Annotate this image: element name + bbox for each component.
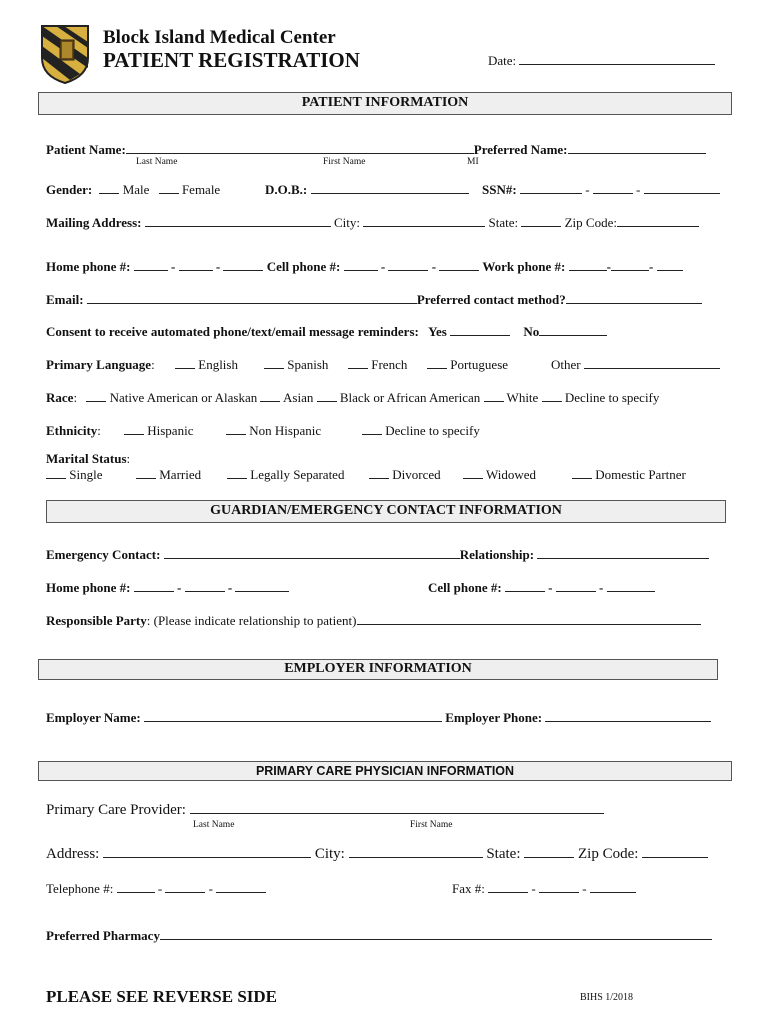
responsible-party-field[interactable] [357, 613, 701, 625]
race-native-checkbox[interactable] [86, 390, 106, 402]
state-field[interactable] [521, 215, 561, 227]
preferred-pharmacy-field[interactable] [160, 928, 712, 940]
lang-other-label: Other [551, 357, 581, 372]
lang-english-checkbox[interactable] [175, 357, 195, 369]
patient-name-field[interactable] [126, 142, 474, 154]
emergency-contact-field[interactable] [164, 547, 460, 559]
ms-separated-label: Legally Separated [250, 467, 345, 482]
lang-french-label: French [371, 357, 408, 372]
email-field[interactable] [87, 292, 417, 304]
gender-male-label: Male [122, 182, 150, 197]
consent-label: Consent to receive automated phone/text/email message reminders: [46, 324, 419, 339]
gender-female-checkbox[interactable] [159, 182, 179, 194]
consent-no-label: No [523, 324, 540, 339]
preferred-pharmacy-label: Preferred Pharmacy [46, 928, 160, 943]
lang-portuguese-label: Portuguese [450, 357, 509, 372]
ms-married-checkbox[interactable] [136, 467, 156, 479]
employer-name-label: Employer Name: [46, 710, 141, 725]
pcp-fax-3[interactable] [590, 881, 636, 893]
shield-logo-icon [40, 22, 90, 84]
zip-label: Zip Code: [564, 215, 617, 230]
employer-phone-label: Employer Phone: [445, 710, 543, 725]
race-asian-checkbox[interactable] [260, 390, 280, 402]
sub-last-name: Last Name [136, 157, 178, 167]
state-label: State: [488, 215, 519, 230]
emergency-contact-label: Emergency Contact: [46, 547, 161, 562]
form-title: PATIENT REGISTRATION [103, 48, 360, 72]
city-field[interactable] [363, 215, 485, 227]
ssn-label: SSN#: [482, 182, 517, 197]
primary-language-label: Primary Language [46, 357, 152, 372]
consent-no-field[interactable] [539, 324, 607, 336]
pcp-telephone-label: Telephone #: [46, 881, 114, 896]
guardian-cell-phone-1[interactable] [505, 580, 545, 592]
mailing-address-field[interactable] [145, 215, 331, 227]
consent-yes-field[interactable] [450, 324, 510, 336]
guardian-cell-phone-3[interactable] [607, 580, 655, 592]
race-black-label: Black or African American [339, 390, 481, 405]
organization-name: Block Island Medical Center [103, 27, 336, 48]
guardian-home-phone-2[interactable] [185, 580, 225, 592]
ms-divorced-checkbox[interactable] [369, 467, 389, 479]
ssn-field-1[interactable] [520, 182, 582, 194]
sub-mi: MI [467, 157, 479, 167]
patient-information-header: PATIENT INFORMATION [38, 92, 732, 115]
date-field[interactable] [519, 53, 715, 65]
pcp-sub-last-name: Last Name [193, 820, 235, 830]
date-label: Date: [488, 53, 517, 68]
eth-hispanic-label: Hispanic [147, 423, 194, 438]
home-phone-label: Home phone #: [46, 259, 131, 274]
gender-female-label: Female [181, 182, 221, 197]
pcp-telephone-1[interactable] [117, 881, 155, 893]
cell-phone-field-3[interactable] [439, 259, 479, 271]
pcp-zip-field[interactable] [642, 845, 708, 858]
ms-widowed-checkbox[interactable] [463, 467, 483, 479]
race-decline-label: Decline to specify [564, 390, 660, 405]
guardian-emergency-header: GUARDIAN/EMERGENCY CONTACT INFORMATION [46, 500, 726, 523]
ms-single-checkbox[interactable] [46, 467, 66, 479]
race-white-checkbox[interactable] [484, 390, 504, 402]
ms-separated-checkbox[interactable] [227, 467, 247, 479]
eth-non-hispanic-checkbox[interactable] [226, 423, 246, 435]
work-phone-field-3[interactable] [657, 259, 683, 271]
preferred-name-field[interactable] [568, 142, 706, 154]
relationship-field[interactable] [537, 547, 709, 559]
responsible-party-label: Responsible Party [46, 613, 147, 628]
guardian-cell-phone-label: Cell phone #: [428, 580, 502, 595]
race-asian-label: Asian [283, 390, 314, 405]
consent-yes-label: Yes [428, 324, 447, 339]
guardian-home-phone-3[interactable] [235, 580, 289, 592]
pcp-city-label: City: [314, 846, 345, 862]
ssn-field-3[interactable] [644, 182, 720, 194]
reverse-side-notice: PLEASE SEE REVERSE SIDE [46, 987, 278, 1006]
race-decline-checkbox[interactable] [542, 390, 562, 402]
guardian-home-phone-1[interactable] [134, 580, 174, 592]
pcp-sub-first-name: First Name [410, 820, 453, 830]
lang-spanish-checkbox[interactable] [264, 357, 284, 369]
pcp-fax-2[interactable] [539, 881, 579, 893]
email-label: Email: [46, 292, 84, 307]
pcp-address-field[interactable] [103, 845, 311, 858]
pcp-zip-label: Zip Code: [578, 846, 639, 862]
ms-married-label: Married [159, 467, 202, 482]
form-code: BIHS 1/2018 [580, 992, 634, 1003]
pcp-city-field[interactable] [349, 845, 483, 858]
eth-decline-checkbox[interactable] [362, 423, 382, 435]
guardian-home-phone-label: Home phone #: [46, 580, 131, 595]
work-phone-field-2[interactable] [611, 259, 649, 271]
zip-field[interactable] [617, 215, 699, 227]
ms-partner-checkbox[interactable] [572, 467, 592, 479]
eth-hispanic-checkbox[interactable] [124, 423, 144, 435]
lang-french-checkbox[interactable] [348, 357, 368, 369]
ssn-field-2[interactable] [593, 182, 633, 194]
race-black-checkbox[interactable] [317, 390, 337, 402]
employer-information-header: EMPLOYER INFORMATION [38, 659, 718, 680]
ms-widowed-label: Widowed [486, 467, 537, 482]
ms-divorced-label: Divorced [392, 467, 441, 482]
home-phone-field-1[interactable] [134, 259, 168, 271]
cell-phone-field-2[interactable] [388, 259, 428, 271]
pcp-state-field[interactable] [524, 845, 574, 858]
pcp-telephone-3[interactable] [216, 881, 266, 893]
preferred-name-label: Preferred Name: [473, 142, 568, 157]
responsible-party-note: : (Please indicate relationship to patient) [146, 613, 357, 628]
preferred-contact-field[interactable] [566, 292, 702, 304]
pcp-provider-label: Primary Care Provider: [46, 802, 186, 818]
pcp-state-label: State: [486, 846, 521, 862]
race-white-label: White [506, 390, 539, 405]
lang-other-field[interactable] [584, 357, 720, 369]
patient-name-label: Patient Name: [46, 142, 126, 157]
pcp-address-label: Address: [46, 846, 100, 862]
work-phone-field-1[interactable] [569, 259, 607, 271]
eth-non-hispanic-label: Non Hispanic [249, 423, 322, 438]
pcp-information-header: PRIMARY CARE PHYSICIAN INFORMATION [38, 761, 732, 781]
mailing-address-label: Mailing Address: [46, 215, 142, 230]
preferred-contact-label: Preferred contact method? [416, 292, 566, 307]
ethnicity-label: Ethnicity [46, 423, 98, 438]
pcp-telephone-2[interactable] [165, 881, 205, 893]
dob-field[interactable] [311, 182, 469, 194]
pcp-provider-field[interactable] [190, 801, 604, 814]
lang-spanish-label: Spanish [287, 357, 329, 372]
ms-single-label: Single [69, 467, 103, 482]
marital-status-label: Marital Status [46, 451, 127, 466]
lang-english-label: English [198, 357, 238, 372]
gender-male-checkbox[interactable] [99, 182, 119, 194]
gender-label: Gender: [46, 182, 93, 197]
employer-name-field[interactable] [144, 710, 442, 722]
race-label: Race [46, 390, 74, 405]
home-phone-field-3[interactable] [223, 259, 263, 271]
relationship-label: Relationship: [459, 547, 535, 562]
city-label: City: [333, 215, 360, 230]
cell-phone-label: Cell phone #: [266, 259, 341, 274]
work-phone-label: Work phone #: [482, 259, 566, 274]
home-phone-field-2[interactable] [179, 259, 213, 271]
ms-partner-label: Domestic Partner [595, 467, 686, 482]
cell-phone-field-1[interactable] [344, 259, 378, 271]
eth-decline-label: Decline to specify [385, 423, 480, 438]
pcp-fax-label: Fax #: [452, 881, 485, 896]
race-native-label: Native American or Alaskan [109, 390, 258, 405]
guardian-cell-phone-2[interactable] [556, 580, 596, 592]
pcp-fax-1[interactable] [488, 881, 528, 893]
sub-first-name: First Name [323, 157, 366, 167]
dob-label: D.O.B.: [265, 182, 308, 197]
lang-portuguese-checkbox[interactable] [427, 357, 447, 369]
employer-phone-field[interactable] [545, 710, 711, 722]
